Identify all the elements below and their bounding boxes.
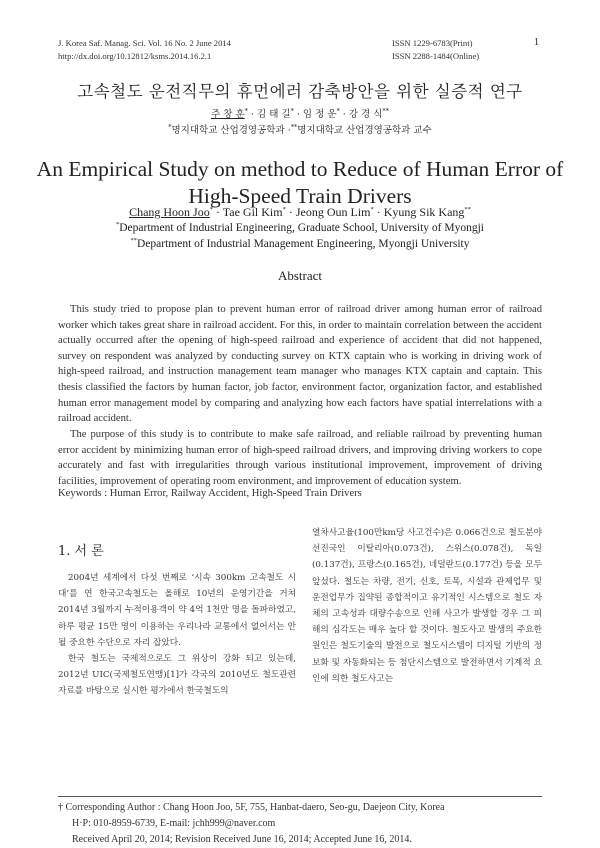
body-paragraph: 열차사고율(100만km당 사고건수)은 0.066건으로 철도분야 선진국인 이탈리아(0.073건), 스위스(0.078건), 독일(0.137건), 프랑스(0.165건), 네덜란드(0.177건) 등을 모두 앞섰다. 철도는 차량, 전기, 신호, 토목, 시설과 관제업무 및 운전업무가 집약된 종합적이고 유기적인 시스템으로 철도 자체의 고속성과 대량수송으로 인해 사고가 발생할 경우 그 피해의 심각도는 매우 높다 할 것이다. 철도사고 발생의 주요한 원인은 철도기술의 발전으로 철도시스템이 디지털 기반의 정보화 및 자동화되는 등 첨단시스템으로 발전하면서 기계적 요인에 의한 철도사고는 [312, 528, 542, 684]
doi-link[interactable]: http://dx.doi.org/10.12812/ksms.2014.16.2.1 [58, 51, 212, 61]
korean-authors: 주 창 훈* · 김 태 길* · 임 정 운* · 강 경 식** [211, 106, 389, 120]
author-name: 임 정 운 [302, 109, 337, 120]
footnote-dates: Received April 20, 2014; Revision Received June 16, 2014; Accepted June 16, 2014. [72, 834, 412, 845]
english-affiliation-1: *Department of Industrial Engineering, Graduate School, University of Myongji [116, 221, 484, 234]
journal-header [58, 37, 231, 63]
issn-online: ISSN 2288-1484(Online) [392, 51, 480, 61]
body-column-left [58, 570, 296, 700]
issn-header [392, 37, 479, 63]
footnote-corresponding-author: † Corresponding Author : Chang Hoon Joo, 5F, 755, Hanbat-daero, Seo-gu, Daejeon City, Korea [58, 802, 445, 813]
issn-print: ISSN 1229-6783(Print) [392, 38, 473, 48]
footnote-contact: H·P: 010-8959-6739, E-mail: jchh999@naver.com [72, 818, 276, 829]
author-name: Kyung Sik Kang [383, 205, 465, 219]
author-name: 김 태 길 [257, 109, 291, 120]
author-corresponding: 주 창 훈 [211, 109, 245, 120]
author-corresponding: Chang Hoon Joo [129, 205, 210, 219]
footnote-divider [58, 796, 542, 797]
dagger-icon: † [58, 802, 63, 813]
korean-affiliations: *명지대학교 산업경영공학과 ·**명지대학교 산업경영공학과 교수 [168, 122, 432, 136]
english-affiliation-2: **Department of Industrial Management Engineering, Myongji University [130, 237, 470, 250]
author-name: 강 경 식 [348, 109, 383, 120]
korean-title: 고속철도 운전직무의 휴먼에러 감축방안을 위한 실증적 연구 [77, 82, 523, 101]
english-authors: Chang Hoon Joo* · Tae Gil Kim* · Jeong Oun Lim* · Kyung Sik Kang** [129, 205, 471, 219]
author-name: Jeong Oun Lim [295, 205, 371, 219]
english-title: An Empirical Study on method to Reduce of Human Error of High-Speed Train Drivers [36, 157, 564, 208]
abstract-paragraph-1: This study tried to propose plan to prevent human error of railroad driver among human error of railroad worker which takes great share in railroad accident. For this, in order to maintain correlation between the accident actually occurred after the opening of high-speed railroad and experience of accident that did not happened, survey on respondent was analyzed by conducting survey on KTX captain who is working in driving work of high-speed railroad, and instruction management team manager who manages KTX captain and captain. This thesis classified the factors by human factor, job factor, environment factor, organization factor, and established human error management model by comparing and analyzing how each factors have spatial interrelations with a railroad accident. [58, 304, 542, 425]
page-number: 1 [534, 37, 539, 48]
abstract-heading: Abstract [277, 268, 323, 283]
journal-citation: J. Korea Saf. Manag. Sci. Vol. 16 No. 2 June 2014 [58, 38, 231, 48]
body-column-right [312, 525, 542, 687]
abstract-paragraph-2: The purpose of this study is to contribute to make safe railroad, and reliable railroad by preventing human error accident by minimizing human error of high-speed railroad drivers, and improving driving workers to cope accurately and fast with irregularities through various institutional improvement, improvement of driving facilities, improvement of operating room environment, and improvement of education system. [58, 429, 542, 487]
body-paragraph: 한국 철도는 국제적으로도 그 위상이 강화 되고 있는데, 2012년 UIC(국제철도연맹)[1]가 각국의 2010년도 철도관련 자료를 바탕으로 실시한 평가에서 한국철도의 [58, 654, 296, 697]
section-heading-introduction: 1. 서 론 [58, 544, 104, 559]
author-name: Tae Gil Kim [222, 205, 283, 219]
keywords: Keywords : Human Error, Railway Accident, High-Speed Train Drivers [58, 488, 362, 499]
body-paragraph: 2004년 세계에서 다섯 번째로 ‘시속 300km 고속철도 시대’를 연 한국고속철도는 올해로 10년의 운영기간을 거쳐 2014년 3월까지 누적이용객이 약 4억 1천만 명을 돌파하였고, 하루 평균 15만 명이 이용하는 우리나라 교통에서 없어서는 안 될 중요한 수단으로 자리 잡았다. [58, 573, 296, 648]
